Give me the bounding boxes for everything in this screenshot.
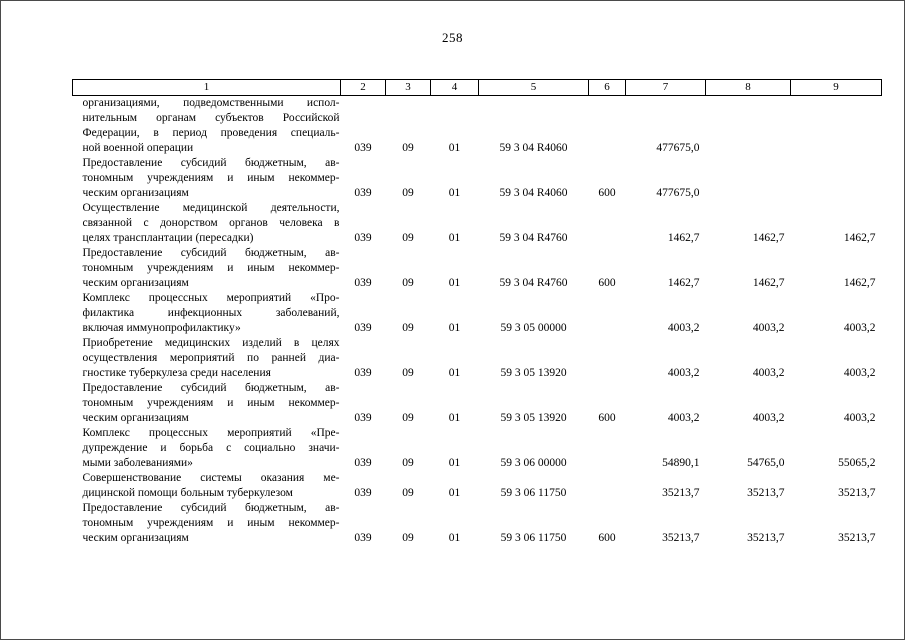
code-grbs: 039 [354,412,372,424]
description-line: тономным учреждениям и иным некоммер- [82,172,340,184]
description-line: ческим организациям [82,277,189,289]
row-description [73,336,341,381]
code-section: 09 [402,532,414,544]
table-row [73,501,882,546]
column-header: 4 [431,80,479,96]
code-expense-kind [589,201,626,246]
row-description [73,156,341,201]
amount-year1: 35213,7 [662,487,700,499]
amount-year2 [706,96,791,157]
code-target-article: 59 3 04 R4760 [499,277,568,289]
column-header: 2 [341,80,386,96]
description-line: нительным органам субъектов Российской [82,112,340,124]
code-section: 09 [402,187,414,199]
amount-year2: 54765,0 [747,457,785,469]
amount-year3: 35213,7 [838,487,876,499]
code-expense-kind: 600 [598,532,616,544]
code-expense-kind: 600 [598,277,616,289]
code-grbs: 039 [354,142,372,154]
amount-year1: 477675,0 [656,187,700,199]
description-line: связанной с донорством органов человека в [82,217,340,229]
column-header: 6 [589,80,626,96]
description-line: филактика инфекционных заболеваний, [82,307,340,319]
code-subsection: 01 [448,367,461,379]
description-line: включая иммунопрофилактику» [82,322,241,334]
code-section: 09 [402,487,414,499]
description-line: дупреждение и борьба с социально значи- [82,442,340,454]
code-grbs: 039 [354,457,372,469]
table-row [73,426,882,471]
code-grbs: 039 [354,487,372,499]
amount-year3: 1462,7 [843,232,876,244]
amount-year3: 35213,7 [838,532,876,544]
amount-year1: 4003,2 [667,322,700,334]
amount-year2: 4003,2 [752,367,785,379]
amount-year2: 35213,7 [747,487,785,499]
code-grbs: 039 [354,187,372,199]
amount-year1: 54890,1 [662,457,700,469]
amount-year3: 4003,2 [843,412,876,424]
code-subsection: 01 [448,412,461,424]
table-header-row [73,80,882,96]
code-section: 09 [402,232,414,244]
code-target-article: 59 3 04 R4060 [499,187,568,199]
amount-year3: 4003,2 [843,322,876,334]
description-line: Предоставление субсидий бюджетным, ав- [82,382,340,394]
row-description [73,501,341,546]
row-description [73,291,341,336]
code-subsection: 01 [448,532,461,544]
code-subsection: 01 [448,487,461,499]
description-line: целях трансплантации (пересадки) [82,232,254,244]
description-line: Осуществление медицинской деятельности, [82,202,340,214]
amount-year1: 477675,0 [656,142,700,154]
description-line: ческим организациям [82,412,189,424]
table-row [73,291,882,336]
amount-year3: 55065,2 [838,457,876,469]
amount-year2: 1462,7 [752,277,785,289]
code-target-article: 59 3 06 11750 [500,532,567,544]
code-subsection: 01 [448,232,461,244]
description-line: осуществления мероприятий по ранней диа- [82,352,340,364]
column-header: 8 [706,80,791,96]
description-line: Предоставление субсидий бюджетным, ав- [82,247,340,259]
code-target-article: 59 3 05 00000 [500,322,567,334]
table-row [73,246,882,291]
description-line: тономным учреждениям и иным некоммер- [82,517,340,529]
amount-year2 [706,156,791,201]
amount-year1: 35213,7 [662,532,700,544]
row-description [73,471,341,501]
description-line: ческим организациям [82,187,189,199]
description-line: Приобретение медицинских изделий в целях [82,337,340,349]
column-header: 1 [73,80,341,96]
code-grbs: 039 [354,367,372,379]
code-target-article: 59 3 06 00000 [500,457,567,469]
code-subsection: 01 [448,457,461,469]
description-line: Предоставление субсидий бюджетным, ав- [82,502,340,514]
table-row [73,381,882,426]
amount-year2: 4003,2 [752,412,785,424]
code-subsection: 01 [448,277,461,289]
amount-year3: 4003,2 [843,367,876,379]
table-row [73,201,882,246]
table-row [73,336,882,381]
description-line: Федерации, в период проведения специаль- [82,127,340,139]
table-row [73,471,882,501]
description-line: Комплекс процессных мероприятий «Про- [82,292,340,304]
code-subsection: 01 [448,142,461,154]
code-section: 09 [402,367,414,379]
description-line: дицинской помощи больным туберкулезом [82,487,293,499]
amount-year1: 4003,2 [667,367,700,379]
code-target-article: 59 3 05 13920 [500,367,567,379]
code-subsection: 01 [448,187,461,199]
amount-year3 [791,96,882,157]
page-number: 258 [442,30,463,45]
code-target-article: 59 3 04 R4060 [499,142,568,154]
amount-year3 [791,156,882,201]
code-section: 09 [402,277,414,289]
code-section: 09 [402,142,414,154]
amount-year3: 1462,7 [843,277,876,289]
amount-year1: 1462,7 [667,277,700,289]
description-line: тономным учреждениям и иным некоммер- [82,397,340,409]
column-header: 5 [479,80,589,96]
row-description [73,381,341,426]
description-line: Совершенствование системы оказания ме- [82,472,340,484]
description-line: тономным учреждениям и иным некоммер- [82,262,340,274]
code-expense-kind: 600 [598,412,616,424]
column-header: 7 [626,80,706,96]
description-line: Предоставление субсидий бюджетным, ав- [82,157,340,169]
code-section: 09 [402,322,414,334]
code-target-article: 59 3 05 13920 [500,412,567,424]
description-line: ной военной операции [82,142,194,154]
table-row [73,156,882,201]
code-grbs: 039 [354,322,372,334]
code-grbs: 039 [354,232,372,244]
description-line: Комплекс процессных мероприятий «Пре- [82,427,340,439]
description-line: ческим организациям [82,532,189,544]
code-grbs: 039 [354,277,372,289]
table-body [73,96,882,547]
amount-year1: 1462,7 [667,232,700,244]
code-expense-kind [589,426,626,471]
row-description [73,426,341,471]
amount-year2: 4003,2 [752,322,785,334]
code-expense-kind [589,471,626,501]
code-expense-kind [589,291,626,336]
description-line: организациями, подведомственными испол- [82,97,340,109]
code-expense-kind: 600 [598,187,616,199]
code-subsection: 01 [448,322,461,334]
amount-year1: 4003,2 [667,412,700,424]
code-target-article: 59 3 06 11750 [500,487,567,499]
description-line: гностике туберкулеза среди населения [82,367,271,379]
code-expense-kind [589,336,626,381]
column-header: 9 [791,80,882,96]
amount-year2: 1462,7 [752,232,785,244]
code-target-article: 59 3 04 R4760 [499,232,568,244]
code-grbs: 039 [354,532,372,544]
row-description [73,246,341,291]
description-line: мыми заболеваниями» [82,457,193,469]
row-description [73,96,341,157]
amount-year2: 35213,7 [747,532,785,544]
table-row [73,96,882,157]
code-section: 09 [402,457,414,469]
row-description [73,201,341,246]
column-header: 3 [386,80,431,96]
code-expense-kind [589,96,626,157]
code-section: 09 [402,412,414,424]
budget-table [72,79,882,546]
